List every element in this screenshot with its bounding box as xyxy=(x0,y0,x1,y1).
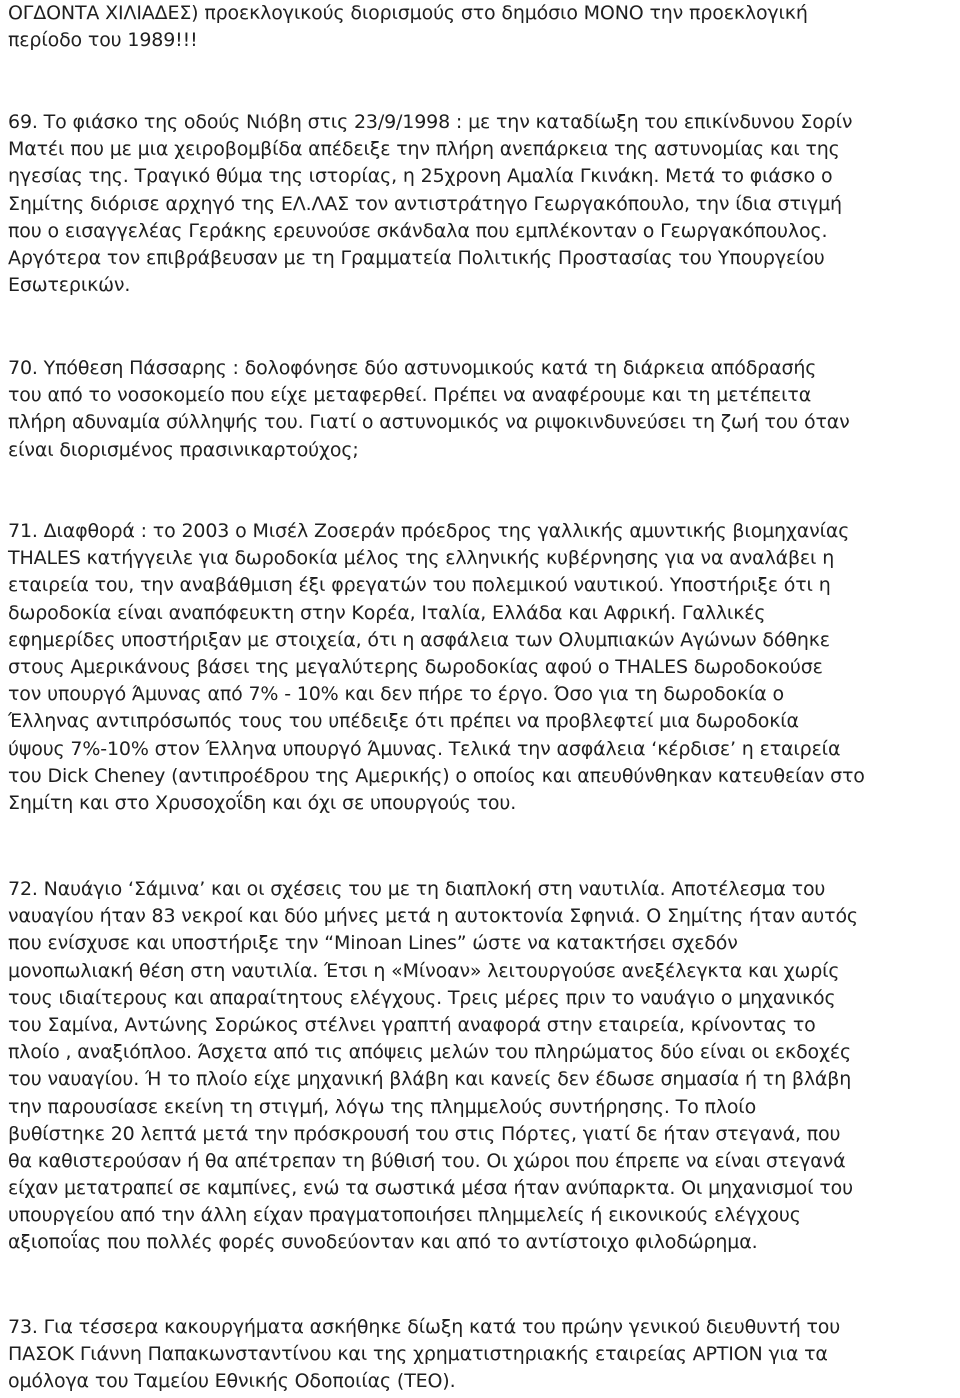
text-line: Εσωτερικών. xyxy=(8,274,131,297)
text-line: στους Αμερικάνους βάσει της μεγαλύτερης δωροδοκίας αφού ο THALES δωροδοκούσε xyxy=(8,655,823,678)
text-line: Σημίτης διόρισε αρχηγό της ΕΛ.ΛΑΣ τον αντιστράτηγο Γεωργακόπουλο, την ίδια στιγμή xyxy=(8,192,842,215)
text-line: 72. Ναυάγιο ‘Σάμινα’ και οι σχέσεις του με τη διαπλοκή στη ναυτιλία. Αποτέλεσμα του xyxy=(8,878,826,900)
text-line: τους ιδιαίτερους και απαραίτητους ελέγχους. Τρεις μέρες πριν το ναυάγιο ο μηχανικός xyxy=(8,986,836,1009)
text-line: Σημίτη και στο Χρυσοχοΐδη και όχι σε υπουργούς του. xyxy=(8,791,517,814)
text-line: Αργότερα τον επιβράβευσαν με τη Γραμματεία Πολιτικής Προστασίας του Υπουργείου xyxy=(8,246,825,269)
text-line: είχαν μετατραπεί σε καμπίνες, ενώ τα σωστικά μέσα ήταν ανύπαρκτα. Οι μηχανισμοί του xyxy=(8,1177,853,1200)
paragraph-item-72 xyxy=(8,876,858,1257)
text-line: Ματέι που με μια χειροβομβίδα απέδειξε την πλήρη ανεπάρκεια της αστυνομίας και της xyxy=(8,138,840,161)
text-line: περίοδο του 1989!!! xyxy=(8,29,198,52)
paragraph-item-73 xyxy=(8,1314,840,1396)
text-line: 69. Το φιάσκο της οδούς Νιόβη στις 23/9/1998 : με την καταδίωξη του επικίνδυνου Σορίν xyxy=(8,111,853,133)
paragraph-intro-continuation xyxy=(8,0,808,54)
text-line: του Dick Cheney (αντιπροέδρου της Αμερικής) ο οποίος και απευθύνθηκαν κατευθείαν στο xyxy=(8,764,865,787)
text-line: τον υπουργό Άμυνας από 7% - 10% και δεν πήρε το έργο. Όσο για τη δωροδοκία ο xyxy=(8,683,785,706)
text-line: ύψους 7%-10% στον Έλληνα υπουργό Άμυνας. Τελικά την ασφάλεια ‘κέρδισε’ η εταιρεία xyxy=(8,737,841,760)
text-line: υπουργείου από την άλλη είχαν πραγματοποιήσει πλημμελείς ή εικονικούς ελέγχους xyxy=(8,1204,801,1227)
text-line: θα καθιστερούσαν ή θα απέτρεπαν τη βύθισή του. Οι χώροι που έπρεπε να είναι στεγανά xyxy=(8,1149,846,1172)
text-line: που ο εισαγγελέας Γεράκης ερευνούσε σκάνδαλα που εμπλέκονταν ο Γεωργακόπουλος. xyxy=(8,219,828,242)
text-line: εταιρεία του, την αναβάθμιση έξι φρεγατών του πολεμικού ναυτικού. Υποστήριξε ότι η xyxy=(8,574,831,597)
text-line: 73. Για τέσσερα κακουργήματα ασκήθηκε δίωξη κατά του πρώην γενικού διευθυντή του xyxy=(8,1316,841,1338)
text-line: Έλληνας αντιπρόσωπός τους του υπέδειξε ότι πρέπει να προβλεφτεί μια δωροδοκία xyxy=(8,710,799,733)
text-line: που ενίσχυσε και υποστήριξε την “Minoan Lines” ώστε να κατακτήσει σχεδόν xyxy=(8,932,738,955)
text-line: του Σαμίνα, Αντώνης Σορώκος στέλνει γραπτή αναφορά στην εταιρεία, κρίνοντας το xyxy=(8,1013,816,1036)
text-line: του ναυαγίου. Ή το πλοίο είχε μηχανική βλάβη και κανείς δεν έδωσε σημασία ή τη βλάβη xyxy=(8,1068,852,1091)
text-line: είναι διορισμένος πρασινικαρτούχος; xyxy=(8,438,359,461)
text-line: πλήρη αδυναμία σύλληψής του. Γιατί ο αστυνομικός να ριψοκινδυνεύσει τη ζωή του όταν xyxy=(8,411,850,434)
text-line: 71. Διαφθορά : το 2003 ο Μισέλ Ζοσεράν πρόεδρος της γαλλικής αμυντικής βιομηχανίας xyxy=(8,520,850,542)
paragraph-item-71 xyxy=(8,518,865,817)
text-line: πλοίο , αναξιόπλοο. Άσχετα από τις απόψεις μελών του πληρώματος δύο είναι οι εκδοχές xyxy=(8,1041,851,1064)
paragraph-item-70 xyxy=(8,355,850,464)
text-line: 70. Υπόθεση Πάσσαρης : δολοφόνησε δύο αστυνομικούς κατά τη διάρκεια απόδρασής xyxy=(8,357,817,379)
text-line: ΟΓΔΟΝΤΑ ΧΙΛΙΑΔΕΣ) προεκλογικούς διορισμούς στο δημόσιο ΜΟΝΟ την προεκλογική xyxy=(8,2,808,24)
text-line: εφημερίδες υποστήριξαν με στοιχεία, ότι η ασφάλεια των Ολυμπιακών Αγώνων δόθηκε xyxy=(8,628,830,651)
text-line: ομόλογα του Ταμείου Εθνικής Οδοποιίας (ΤΕΟ). xyxy=(8,1370,456,1393)
text-line: αξιοποΐας που πολλές φορές συνοδεύονταν και από το αντίστοιχο φιλοδώρημα. xyxy=(8,1231,758,1254)
text-line: βυθίστηκε 20 λεπτά μετά την πρόσκρουσή του στις Πόρτες, γιατί δε ήταν στεγανά, που xyxy=(8,1122,841,1145)
text-line: THALES κατήγγειλε για δωροδοκία μέλος της ελληνικής κυβέρνησης για να αναλάβει η xyxy=(8,547,835,570)
text-line: ΠΑΣΟΚ Γιάννη Παπακωνσταντίνου και της χρηματιστηριακής εταιρείας ΑΡΤΙΟΝ για τα xyxy=(8,1343,828,1366)
text-line: την παρουσίασε εκείνη τη στιγμή, λόγω της πλημμελούς συντήρησης. Το πλοίο xyxy=(8,1095,757,1118)
paragraph-item-69 xyxy=(8,109,852,299)
text-line: ναυαγίου ήταν 83 νεκροί και δύο μήνες μετά η αυτοκτονία Σφηνιά. Ο Σημίτης ήταν αυτός xyxy=(8,905,858,928)
text-line: μονοπωλιακή θέση στη ναυτιλία. Έτσι η «Μίνοαν» λειτουργούσε ανεξέλεγκτα και χωρίς xyxy=(8,959,840,982)
text-line: ηγεσίας της. Τραγικό θύμα της ιστορίας, η 25χρονη Αμαλία Γκινάκη. Μετά το φιάσκο ο xyxy=(8,165,833,188)
text-line: δωροδοκία είναι αναπόφευκτη στην Κορέα, Ιταλία, Ελλάδα και Αφρική. Γαλλικές xyxy=(8,601,766,624)
text-line: του από το νοσοκομείο που είχε μεταφερθεί. Πρέπει να αναφέρουμε και τη μετέπειτα xyxy=(8,384,812,407)
